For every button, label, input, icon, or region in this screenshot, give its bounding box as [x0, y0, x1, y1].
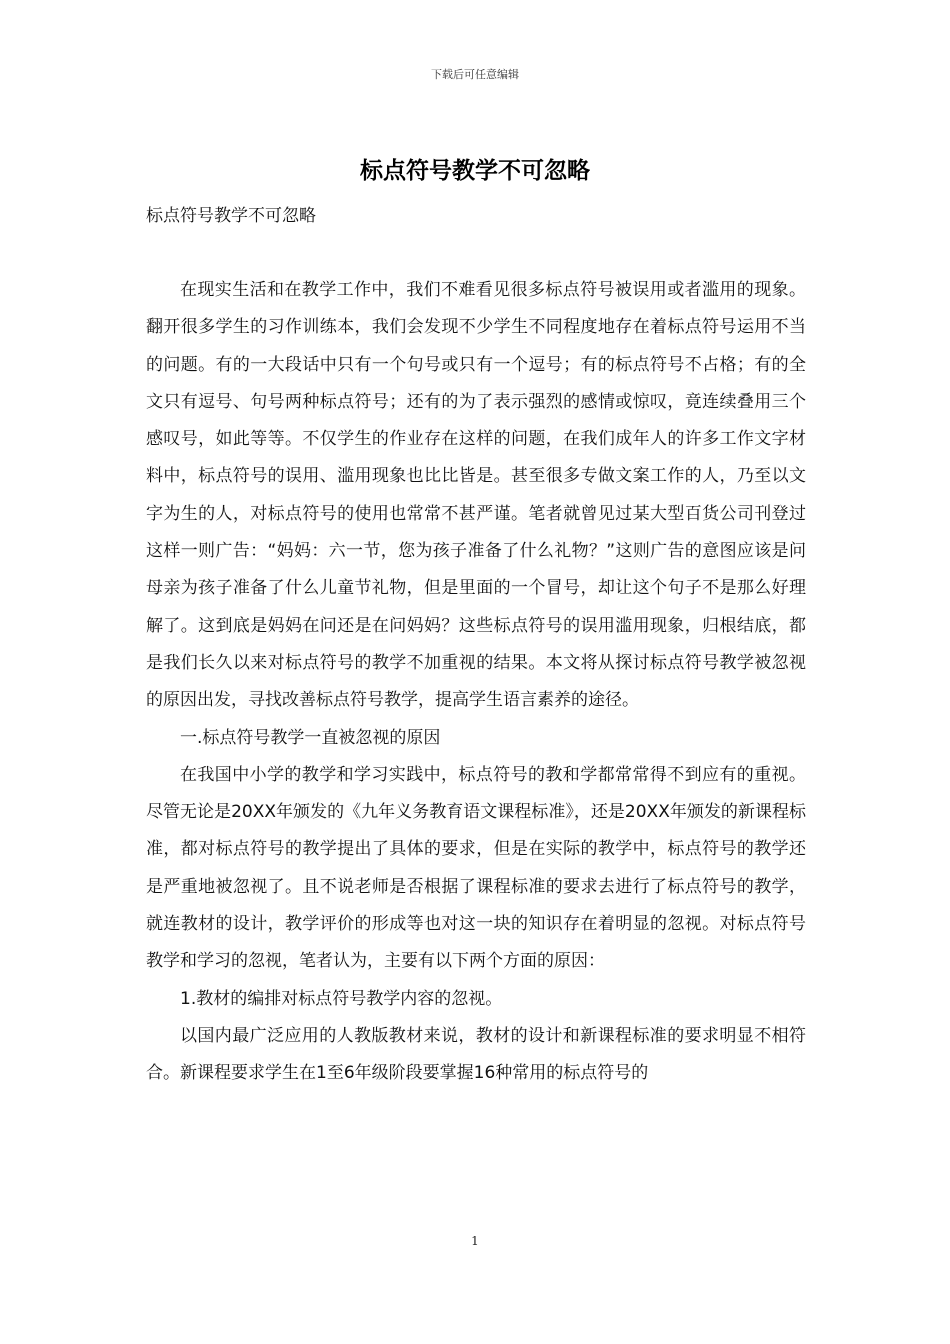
paragraph-section-1: 在我国中小学的教学和学习实践中，标点符号的教和学都常常得不到应有的重视。尽管无论是20XX年颁发的《九年义务教育语文课程标准》，还是20XX年颁发的新课程标准，都对标点符号的教学提出了具体的要求，但是在实际的教学中，标点符号的教学还是严重地被忽视了。且不说老师是否根据了课程标准的要求去进行了标点符号的教学，就连教材的设计，教学评价的形成等也对这一块的知识存在着明显的忽视。对标点符号教学和学习的忽视，笔者认为，主要有以下两个方面的原因：: [146, 764, 806, 972]
paragraph-subsection-1: 以国内最广泛应用的人教版教材来说，教材的设计和新课程标准的要求明显不相符合。新课程要求学生在1至6年级阶段要掌握16种常用的标点符号的: [146, 1025, 806, 1084]
document-title: 标点符号教学不可忽略: [360, 158, 590, 184]
document-body: [146, 272, 806, 1093]
page-header: 下载后可任意编辑: [431, 68, 519, 81]
section-heading-1: 一.标点符号教学一直被忽视的原因: [180, 727, 441, 748]
page-number: 1: [471, 1234, 479, 1248]
document-subtitle: 标点符号教学不可忽略: [146, 206, 316, 226]
subsection-heading-1: 1.教材的编排对标点符号教学内容的忽视。: [180, 988, 503, 1009]
paragraph-intro: 在现实生活和在教学工作中，我们不难看见很多标点符号被误用或者滥用的现象。翻开很多学生的习作训练本，我们会发现不少学生不同程度地存在着标点符号运用不当的问题。有的一大段话中只有一个句号或只有一个逗号；有的标点符号不占格；有的全文只有逗号、句号两种标点符号；还有的为了表示强烈的感情或惊叹，竟连续叠用三个感叹号，如此等等。不仅学生的作业存在这样的问题，在我们成年人的许多工作文字材料中，标点符号的误用、滥用现象也比比皆是。甚至很多专做文案工作的人，乃至以文字为生的人，对标点符号的使用也常常不甚严谨。笔者就曾见过某大型百货公司刊登过这样一则广告：“妈妈：六一节，您为孩子准备了什么礼物？”这则广告的意图应该是问母亲为孩子准备了什么儿童节礼物，但是里面的一个冒号，却让这个句子不是那么好理解了。这到底是妈妈在问还是在问妈妈？这些标点符号的误用滥用现象，归根结底，都是我们长久以来对标点符号的教学不加重视的结果。本文将从探讨标点符号教学被忽视的原因出发，寻找改善标点符号教学，提高学生语言素养的途径。: [146, 280, 806, 711]
